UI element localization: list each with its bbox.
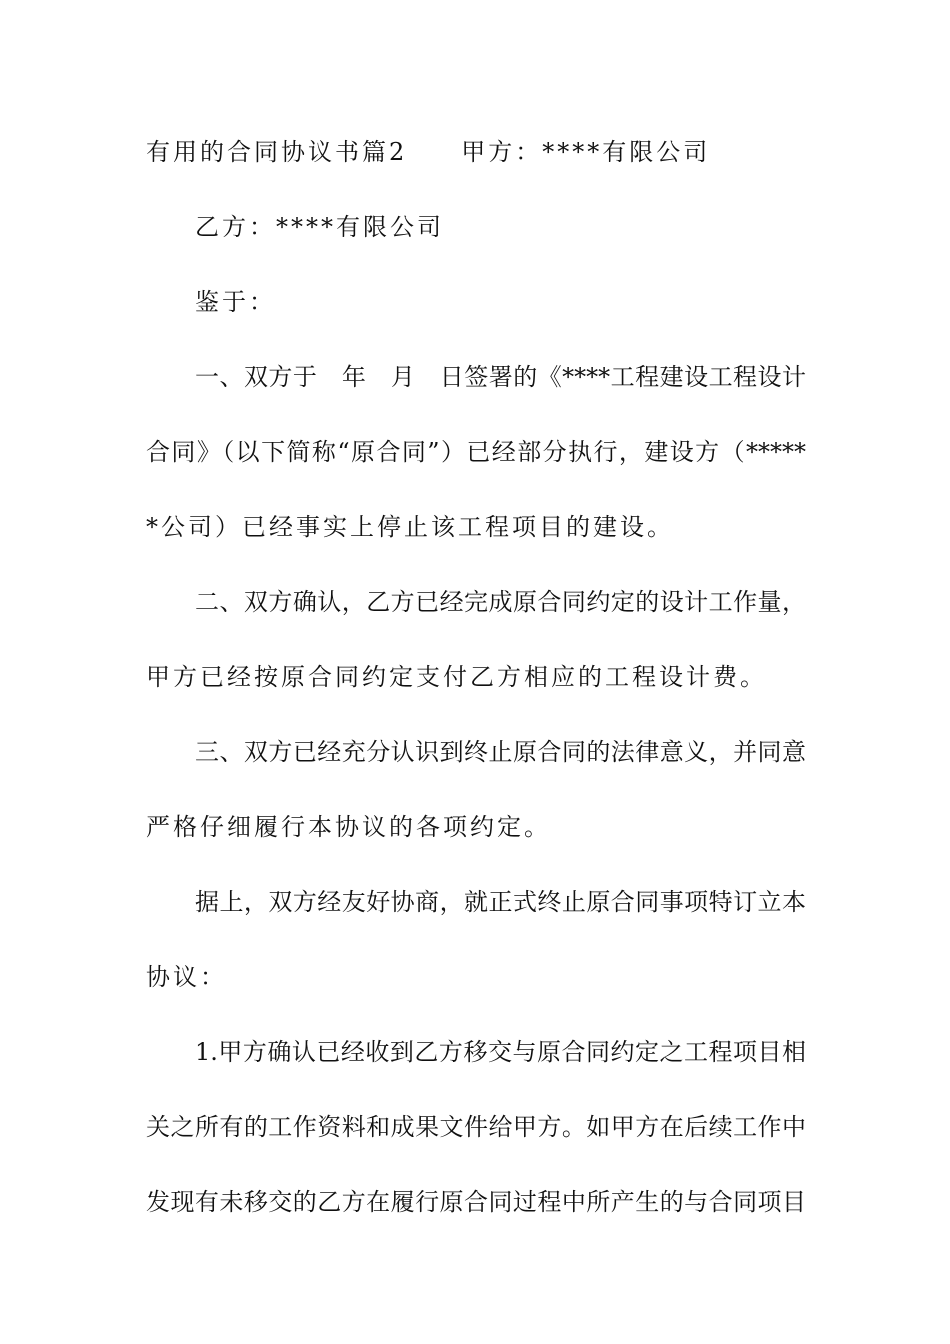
paragraph-line: 三、双方已经充分认识到终止原合同的法律意义，并同意 — [195, 738, 806, 766]
party-b-line: 乙方：****有限公司 — [195, 213, 444, 241]
paragraph-line: *公司）已经事实上停止该工程项目的建设。 — [146, 513, 674, 541]
paragraph-line: 关之所有的工作资料和成果文件给甲方。如甲方在后续工作中 — [146, 1113, 806, 1141]
paragraph-line: 合同》（以下简称“原合同”）已经部分执行，建设方（***** — [146, 438, 806, 466]
paragraph-line: 发现有未移交的乙方在履行原合同过程中所产生的与合同项目 — [146, 1188, 806, 1216]
title-line: 有用的合同协议书篇2 甲方：****有限公司 — [146, 138, 711, 166]
paragraph-line: 协议： — [146, 963, 227, 991]
whereas-line: 鉴于： — [195, 288, 276, 316]
paragraph-line: 1.甲方确认已经收到乙方移交与原合同约定之工程项目相 — [195, 1038, 806, 1066]
paragraph-line: 据上，双方经友好协商，就正式终止原合同事项特订立本 — [195, 888, 806, 916]
paragraph-line: 二、双方确认，乙方已经完成原合同约定的设计工作量， — [195, 588, 806, 616]
paragraph-line: 严格仔细履行本协议的各项约定。 — [146, 813, 551, 841]
paragraph-line: 甲方已经按原合同约定支付乙方相应的工程设计费。 — [146, 663, 767, 691]
paragraph-line: 一、双方于 年 月 日签署的《****工程建设工程设计 — [195, 363, 806, 391]
